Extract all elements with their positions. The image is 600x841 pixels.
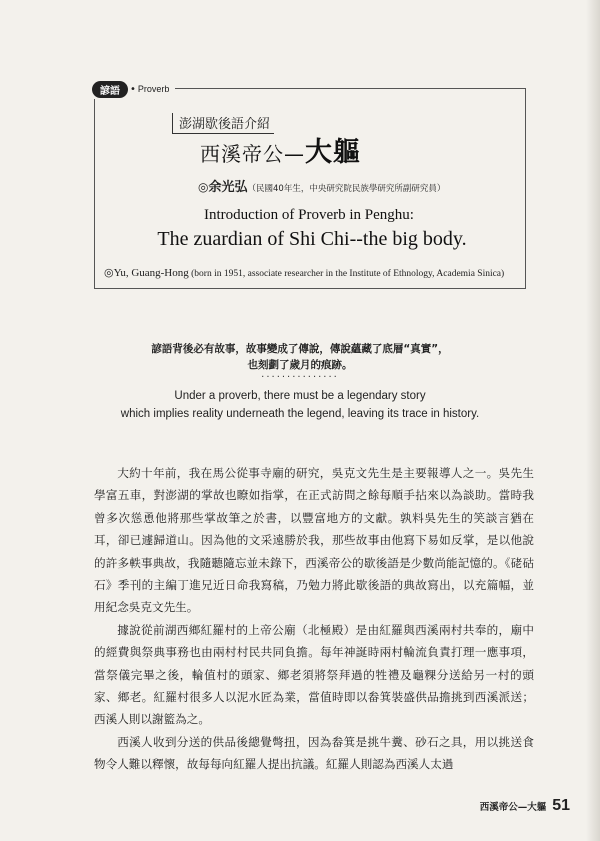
author-note-chinese: （民國40年生，中央研究院民族學研究所副研究員） <box>247 184 446 194</box>
article-body <box>94 462 534 776</box>
page-number: 51 <box>552 797 570 814</box>
author-chinese <box>198 176 445 195</box>
page-footer <box>480 797 570 815</box>
author-name-chinese: 余光弘 <box>208 180 248 195</box>
author-note-english: (born in 1951, associate researcher in the Institute of Ethnology, Academia Sinica) <box>188 269 505 279</box>
author-name-english: ◎Yu, Guang-Hong <box>104 267 189 279</box>
epigraph-chinese-line-2: 也刻劃了歲月的痕跡。 <box>247 359 353 371</box>
article-title <box>200 130 361 169</box>
article-title-emphasis: 大軀 <box>305 137 361 168</box>
epigraph-chinese-line-1: 諺語背後必有故事，故事變成了傳說，傳說蘊藏了底層“真實”， <box>151 343 449 355</box>
article-title-prefix: 西溪帝公— <box>200 142 305 166</box>
series-title: 澎湖歇後語介紹 <box>172 113 274 134</box>
section-tag <box>92 79 175 99</box>
epigraph-divider: ··············· <box>261 372 339 383</box>
epigraph-english <box>0 387 600 423</box>
epigraph-english-line-2: which implies reality underneath the legend, leaving its trace in history. <box>120 408 480 420</box>
author-mark: ◎ <box>198 180 209 194</box>
paragraph-2: 據說從前湖西鄉紅羅村的上帝公廟（北極殿）是由紅羅與西溪兩村共奉的，廟中的經費與祭典事務也由兩村村民共同負擔。每年神誕時兩村輪流負責打理一應事項，當祭儀完畢之後，輪值村的頭家、鄉老須將祭拜過的牲禮及龜粿分送給另一村的頭家、鄉老。紅羅村很多人以泥水匠為業，當值時即以畚箕裝盛供品擔挑到西溪派送；西溪人則以謝籃為之。 <box>94 622 534 727</box>
paragraph-1: 大約十年前，我在馬公從事寺廟的研究，吳克文先生是主要報導人之一。吳先生學富五車，對澎湖的掌故也瞭如指掌，在正式訪問之餘每順手拈來以為談助。當時我曾多次慫恿他將那些掌故筆之於書，以豐富地方的文獻。孰料吳先生的笑談言猶在耳，卻已遽歸道山。因為他的文采遠勝於我，那些故事由他寫下易如反掌，是以他說的許多軼事典故，我隨聽隨忘並未錄下，西溪帝公的歇後語是少數尚能記憶的。《硓𥑮石》季刊的主編丁進兄近日命我寫稿，乃勉力將此歇後語的典故寫出，以充篇幅，並用紀念吳克文先生。 <box>94 466 534 615</box>
epigraph-english-line-1: Under a proverb, there must be a legendary story <box>174 390 426 402</box>
running-title: 西溪帝公—大軀 <box>479 802 547 813</box>
epigraph-chinese <box>0 341 600 373</box>
section-tag-dot: • <box>130 83 136 95</box>
author-english <box>104 266 524 279</box>
section-tag-label: 諺語 <box>92 81 128 98</box>
paragraph-3: 西溪人收到分送的供品後總覺彆扭，因為畚箕是挑牛糞、砂石之具，用以挑送食物令人難以釋懷，故每每向紅羅人提出抗議。紅羅人則認為西溪人太過 <box>94 734 534 772</box>
english-title-line-2: The zuardian of Shi Chi--the big body. <box>157 228 467 250</box>
section-tag-english: Proverb <box>137 84 170 94</box>
english-title-line-1: Introduction of Proverb in Penghu: <box>204 207 414 223</box>
